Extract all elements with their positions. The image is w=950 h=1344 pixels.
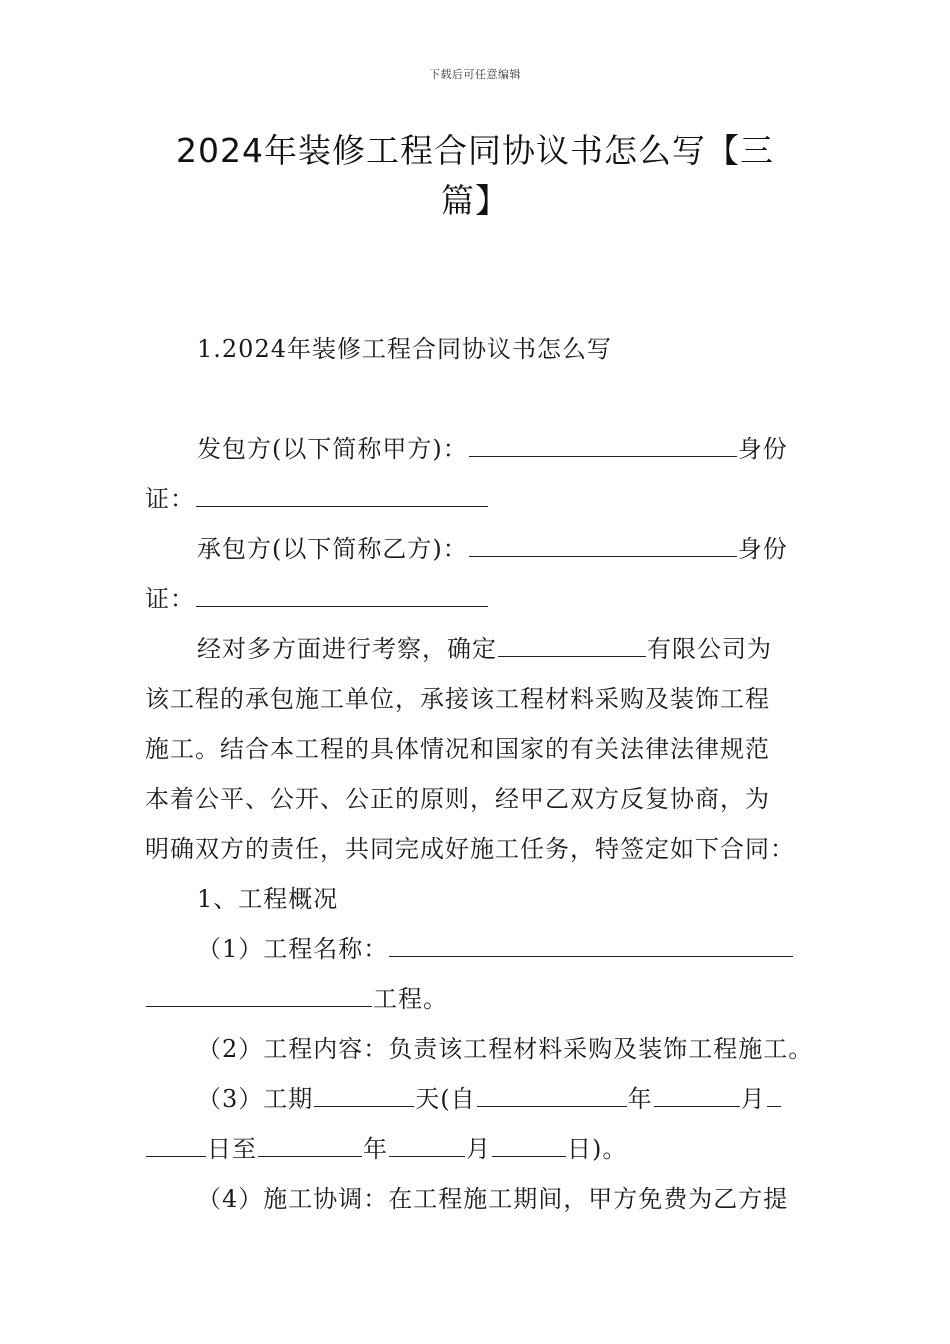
intro-line-5: 明确双方的责任，共同完成好施工任务，特签定如下合同：: [145, 835, 795, 863]
item-3-end: 日)。: [567, 1135, 628, 1163]
start-day-blank[interactable]: [767, 1078, 781, 1107]
item-4-line: （4）施工协调：在工程施工期间，甲方免费为乙方提: [197, 1185, 789, 1213]
start-year-blank[interactable]: [477, 1078, 627, 1107]
intro-line-2: 该工程的承包施工单位，承接该工程材料采购及装饰工程: [145, 685, 770, 713]
party-b-id-label: 身份: [737, 535, 788, 563]
party-a-line: [145, 424, 807, 474]
party-b-label: 承包方(以下简称乙方)：: [197, 535, 468, 563]
project-name-blank-cont[interactable]: [146, 978, 372, 1007]
item-1-line: [145, 924, 807, 974]
party-a-label: 发包方(以下简称甲方)：: [197, 435, 468, 463]
document-title: [150, 126, 800, 226]
item-1-line-cont: [145, 974, 807, 1024]
item-3-month-2: 月: [466, 1135, 491, 1163]
end-year-blank[interactable]: [258, 1128, 362, 1157]
item-3-label: （3）工期: [197, 1085, 314, 1113]
project-name-blank[interactable]: [389, 928, 793, 957]
item-3-line: [145, 1074, 807, 1124]
company-name-blank[interactable]: [498, 628, 646, 657]
party-b-id-blank[interactable]: [196, 578, 488, 607]
end-day-blank[interactable]: [492, 1128, 566, 1157]
header-note: 下载后可任意编辑: [429, 68, 521, 81]
item-1-label: （1）工程名称：: [197, 935, 389, 963]
party-b-name-blank[interactable]: [469, 528, 737, 557]
item-3-year-2: 年: [363, 1135, 388, 1163]
party-b-id-label-cont: 证：: [145, 585, 195, 613]
item-1-suffix: 工程。: [373, 985, 448, 1013]
section-heading-text: 1.2024年装修工程合同协议书怎么写: [197, 335, 612, 363]
item-3-month: 月: [740, 1085, 766, 1113]
party-a-id-label: 身份: [737, 435, 788, 463]
end-month-blank[interactable]: [389, 1128, 465, 1157]
duration-days-blank[interactable]: [314, 1078, 414, 1107]
item-3-day-to: 日至: [207, 1135, 257, 1163]
title-line-2: 篇】: [441, 181, 509, 220]
clause-1-heading: 1、工程概况: [197, 885, 339, 913]
item-3-days: 天(自: [415, 1085, 476, 1113]
item-3-year: 年: [627, 1085, 653, 1113]
start-month-blank[interactable]: [654, 1078, 740, 1107]
party-a-name-blank[interactable]: [469, 428, 737, 457]
intro-line-1: [145, 624, 807, 674]
title-line-1: 2024年装修工程合同协议书怎么写【三: [176, 131, 774, 170]
section-heading: [145, 324, 807, 374]
item-2-line: （2）工程内容：负责该工程材料采购及装饰工程施工。: [197, 1035, 814, 1063]
party-b-id-line: [145, 574, 807, 624]
party-a-id-blank[interactable]: [196, 478, 488, 507]
party-b-line: [145, 524, 807, 574]
start-day-blank-cont[interactable]: [146, 1128, 206, 1157]
party-a-id-line: [145, 474, 807, 524]
intro-text-end: 有限公司为: [647, 635, 772, 663]
intro-line-4: 本着公平、公开、公正的原则，经甲乙双方反复协商，为: [145, 785, 770, 813]
party-a-id-label-cont: 证：: [145, 485, 195, 513]
intro-text-start: 经对多方面进行考察，确定: [197, 635, 497, 663]
item-3-line-cont: [145, 1124, 807, 1174]
intro-line-3: 施工。结合本工程的具体情况和国家的有关法律法律规范: [145, 735, 770, 763]
